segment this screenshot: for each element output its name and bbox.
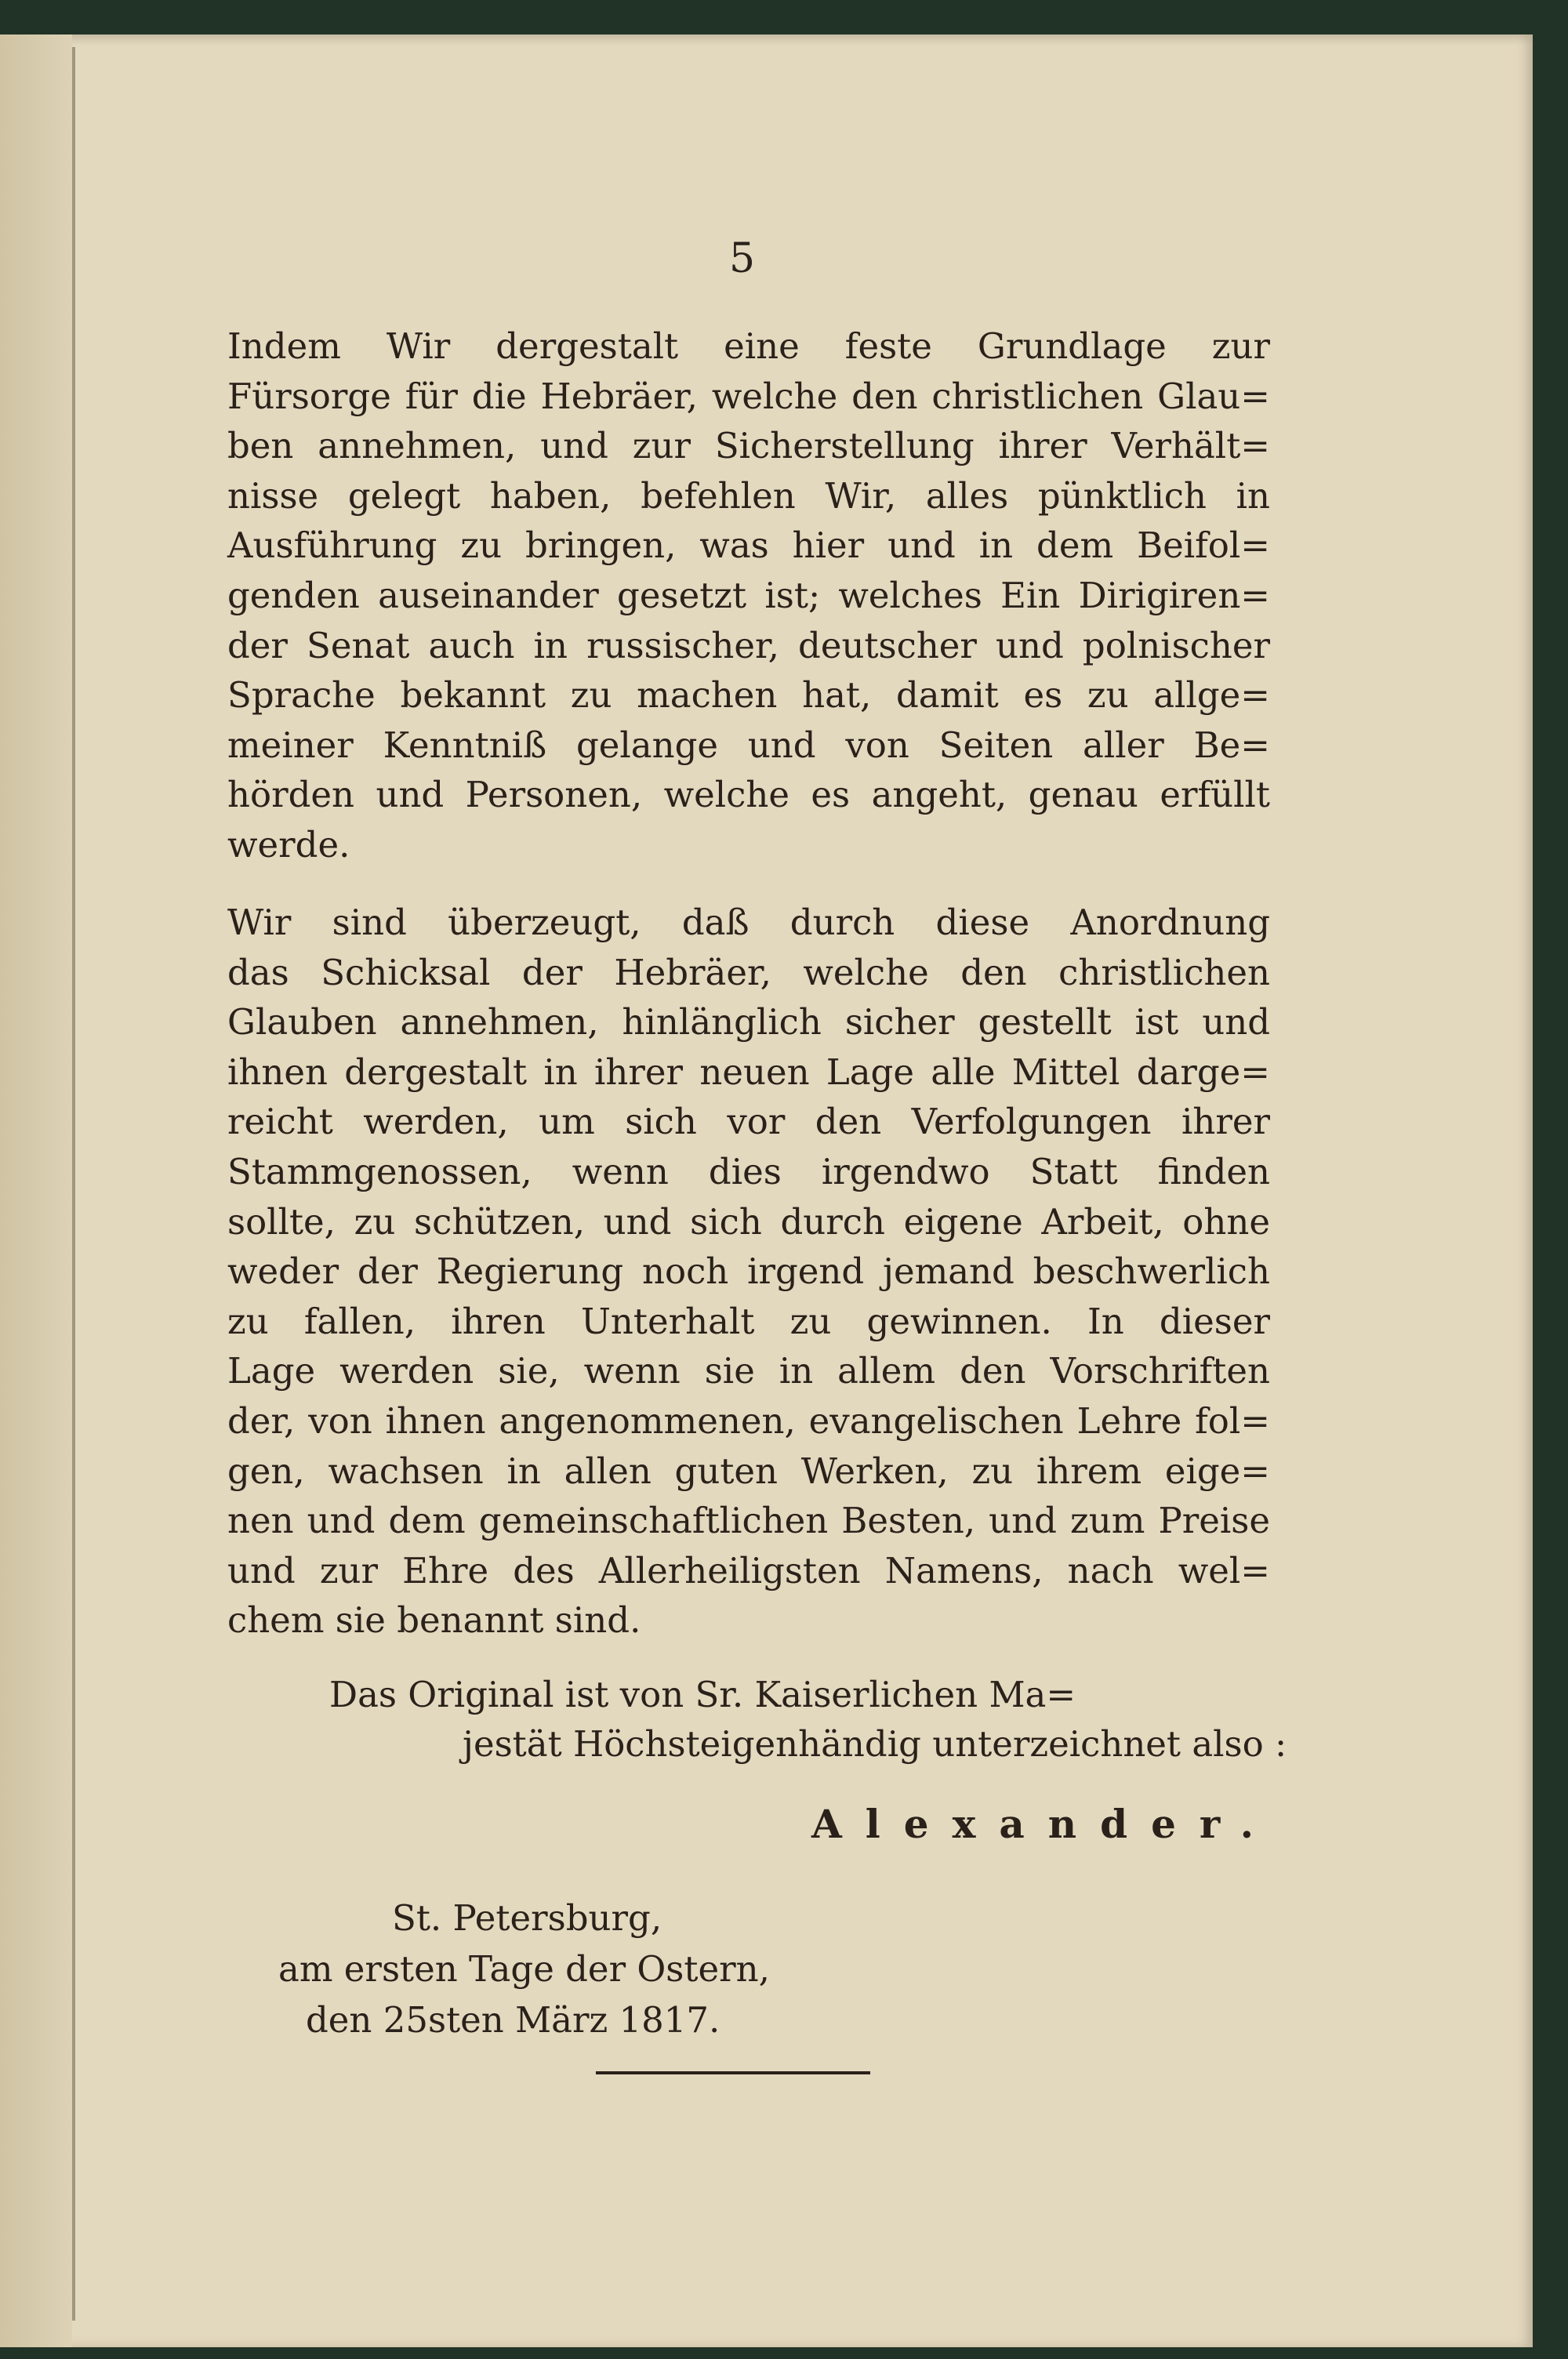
- text-line: zu fallen, ihren Unterhalt zu gewinnen. In dieser: [227, 1300, 1270, 1342]
- signature-note-line-2: jestät Höchsteigenhändig unterzeichnet also :: [463, 1723, 1287, 1765]
- text-line: chem sie benannt sind.: [227, 1599, 641, 1642]
- emperor-signature-name: Alexander.: [811, 1801, 1278, 1847]
- closing-rule: [596, 2071, 870, 2074]
- text-line: ihnen dergestalt in ihrer neuen Lage alle Mittel darge=: [227, 1051, 1270, 1093]
- date-line-1: am ersten Tage der Ostern,: [278, 1948, 770, 1990]
- text-line: sollte, zu schützen, und sich durch eigene Arbeit, ohne: [227, 1200, 1270, 1243]
- text-line: nen und dem gemeinschaftlichen Besten, und zum Preise: [227, 1500, 1270, 1542]
- text-line: nisse gelegt haben, befehlen Wir, alles pünktlich in: [227, 474, 1270, 517]
- gutter-edge: [0, 34, 72, 2347]
- place-line: St. Petersburg,: [392, 1897, 662, 1939]
- text-line: werde.: [227, 823, 350, 866]
- gutter-line: [72, 47, 75, 2321]
- date-line-2: den 25sten März 1817.: [306, 1999, 720, 2041]
- text-line: genden auseinander gesetzt ist; welches Ein Dirigiren=: [227, 574, 1270, 616]
- text-line: Indem Wir dergestalt eine feste Grundlage zur: [227, 325, 1270, 367]
- paragraph-2: [227, 898, 1270, 1646]
- page-number: 5: [729, 235, 756, 282]
- text-line: reicht werden, um sich vor den Verfolgungen ihrer: [227, 1101, 1270, 1143]
- paragraph-1: [227, 321, 1270, 870]
- text-line: Glauben annehmen, hinlänglich sicher gestellt ist und: [227, 1001, 1270, 1043]
- text-line: Sprache bekannt zu machen hat, damit es zu allge=: [227, 674, 1270, 717]
- text-line: hörden und Personen, welche es angeht, genau erfüllt: [227, 774, 1270, 816]
- text-line: der Senat auch in russischer, deutscher und polnischer: [227, 624, 1270, 666]
- text-line: Lage werden sie, wenn sie in allem den Vorschriften: [227, 1350, 1270, 1392]
- text-line: der, von ihnen angenommenen, evangelischen Lehre fol=: [227, 1399, 1270, 1442]
- text-line: meiner Kenntniß gelange und von Seiten aller Be=: [227, 724, 1270, 766]
- text-line: ben annehmen, und zur Sicherstellung ihrer Verhält=: [227, 425, 1270, 467]
- text-line: weder der Regierung noch irgend jemand beschwerlich: [227, 1250, 1270, 1293]
- text-line: und zur Ehre des Allerheiligsten Namens, nach wel=: [227, 1549, 1270, 1591]
- text-line: Fürsorge für die Hebräer, welche den christlichen Glau=: [227, 375, 1270, 417]
- text-line: Wir sind überzeugt, daß durch diese Anordnung: [227, 902, 1270, 943]
- text-line: das Schicksal der Hebräer, welche den christlichen: [227, 951, 1270, 993]
- signature-note-line-1: Das Original ist von Sr. Kaiserlichen Ma=: [329, 1674, 1076, 1715]
- text-line: gen, wachsen in allen guten Werken, zu ihrem eige=: [227, 1450, 1270, 1492]
- text-line: Stammgenossen, wenn dies irgendwo Statt finden: [227, 1150, 1270, 1192]
- text-line: Ausführung zu bringen, was hier und in dem Beifol=: [227, 524, 1270, 567]
